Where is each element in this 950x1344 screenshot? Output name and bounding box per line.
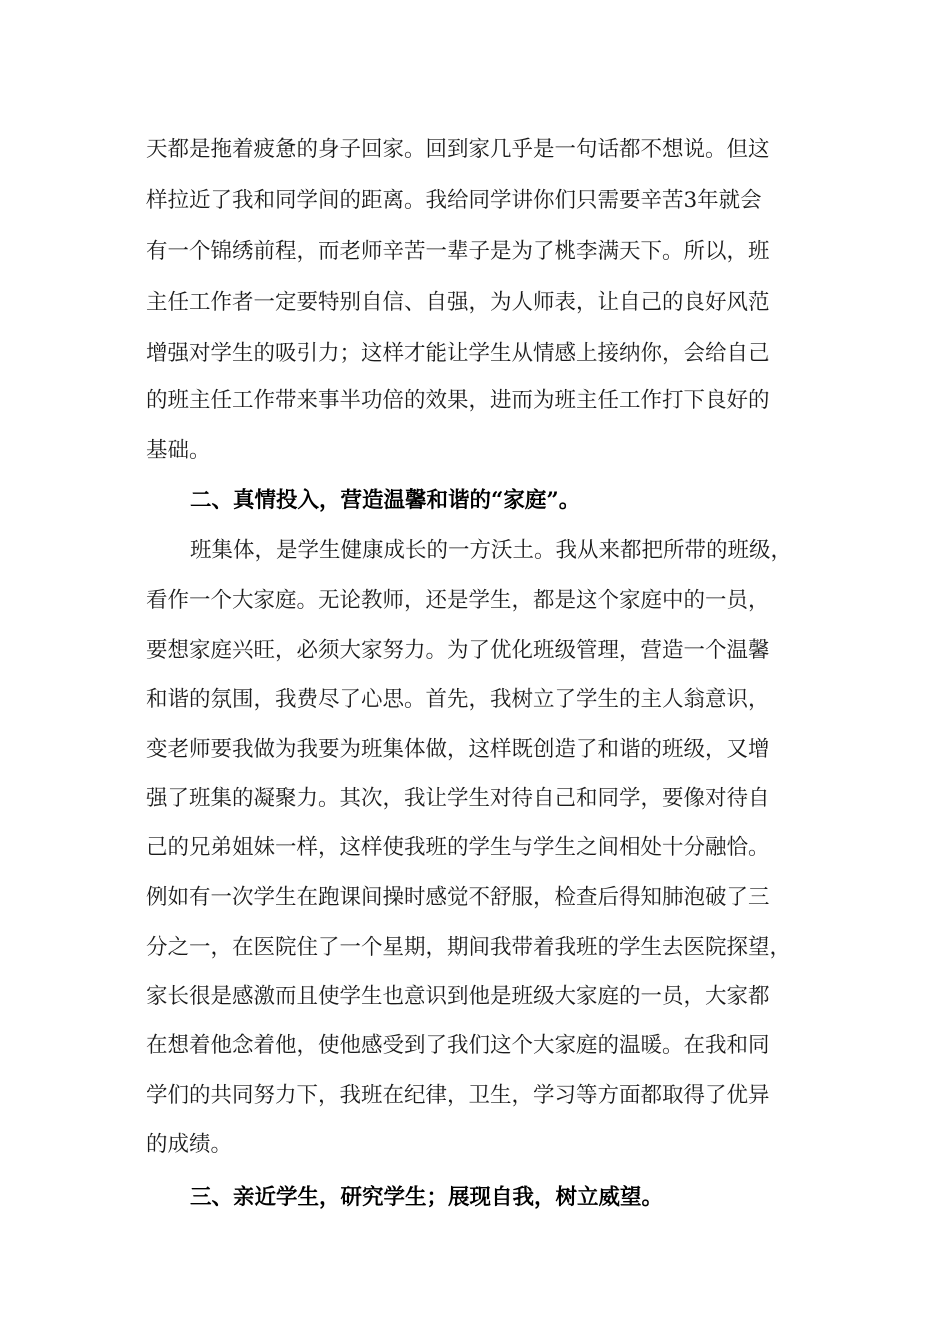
text-line: 要想家庭兴旺，必须大家努力。为了优化班级管理，营造一个温馨 [146,638,770,663]
text-line: 变老师要我做为我要为班集体做，这样既创造了和谐的班级，又增 [146,737,770,762]
text-line: 在想着他念着他，使他感受到了我们这个大家庭的温暖。在我和同 [146,1033,770,1058]
text-line: 天都是拖着疲惫的身子回家。回到家几乎是一句话都不想说。但这 [146,137,770,162]
paragraph-first-line: 班集体，是学生健康成长的一方沃土。我从来都把所带的班级， [190,538,793,563]
text-line: 主任工作者一定要特别自信、自强，为人师表，让自己的良好风范 [146,290,770,315]
text-line: 的成绩。 [146,1132,233,1157]
text-line: 例如有一次学生在跑课间操时感觉不舒服，检查后得知肺泡破了三 [146,885,770,910]
section-heading: 二、真情投入，营造温馨和谐的“家庭”。 [190,488,581,513]
text-line: 学们的共同努力下，我班在纪律，卫生，学习等方面都取得了优异 [146,1083,770,1108]
text-line: 有一个锦绣前程，而老师辛苦一辈子是为了桃李满天下。所以，班 [146,239,770,264]
section-heading: 三、亲近学生，研究学生；展现自我，树立威望。 [190,1185,664,1210]
text-line: 强了班集的凝聚力。其次，我让学生对待自己和同学，要像对待自 [146,786,770,811]
text-line: 家长很是感激而且使学生也意识到他是班级大家庭的一员，大家都 [146,984,770,1009]
text-line: 己的兄弟姐妹一样，这样使我班的学生与学生之间相处十分融恰。 [146,835,770,860]
text-line: 分之一，在医院住了一个星期，期间我带着我班的学生去医院探望， [146,935,792,960]
text-line: 的班主任工作带来事半功倍的效果，进而为班主任工作打下良好的 [146,388,770,413]
text-line: 和谐的氛围，我费尽了心思。首先，我树立了学生的主人翁意识， [146,687,770,712]
text-line: 增强对学生的吸引力；这样才能让学生从情感上接纳你，会给自己 [146,341,770,366]
text-line: 样拉近了我和同学间的距离。我给同学讲你们只需要辛苦3年就会 [146,188,762,213]
text-line: 基础。 [146,438,211,463]
text-line: 看作一个大家庭。无论教师，还是学生，都是这个家庭中的一员， [146,588,770,613]
